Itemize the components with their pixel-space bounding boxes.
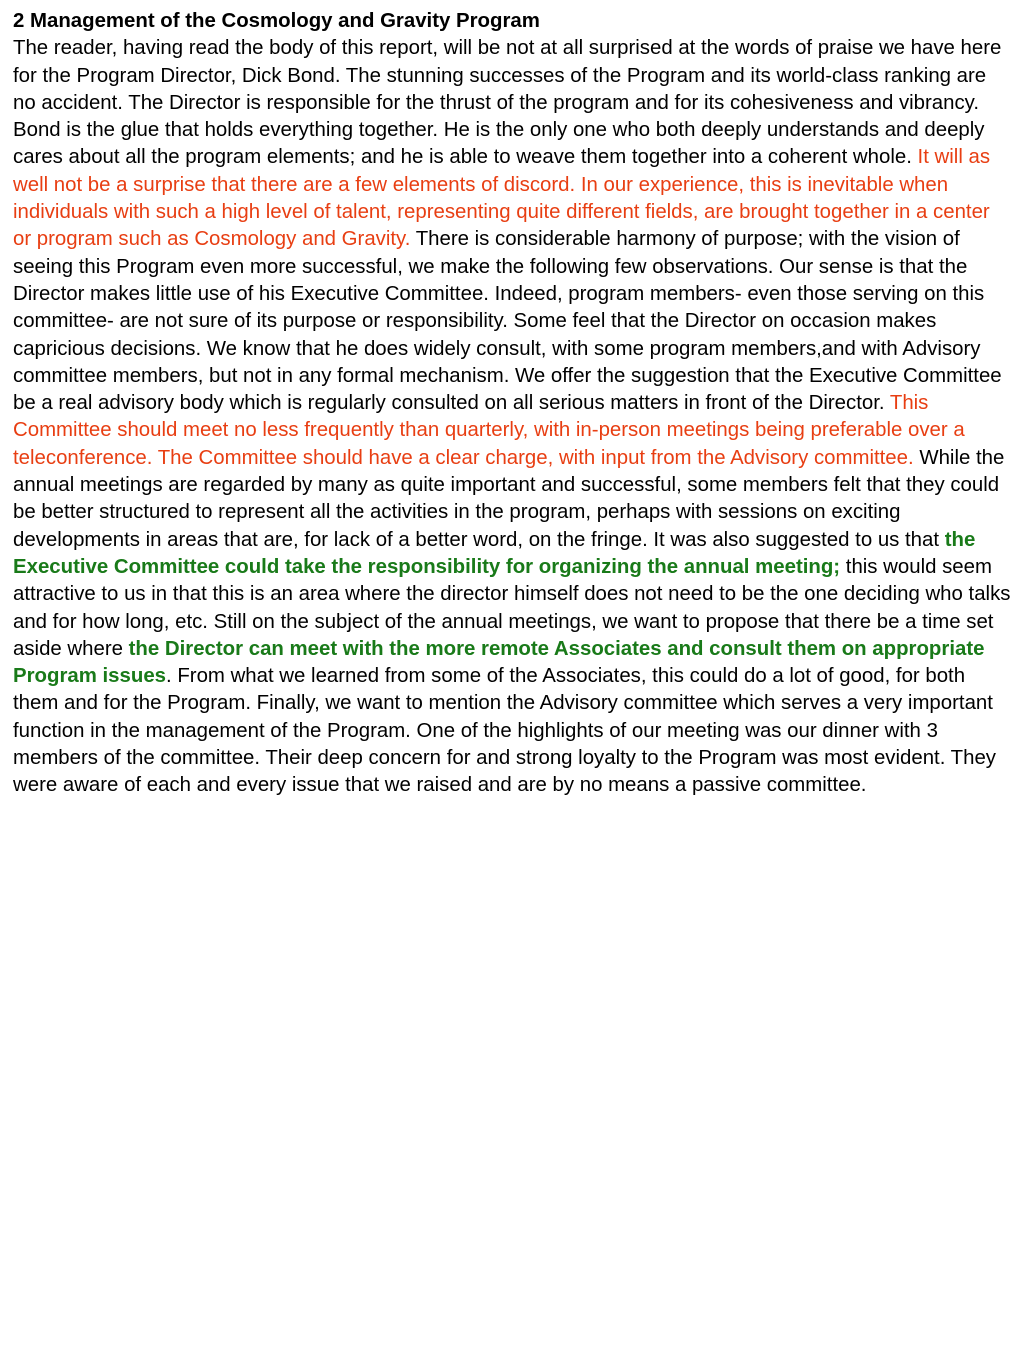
highlight-green-segment: the Executive Committee could take the responsibility for organizing the annual meeting;	[13, 528, 976, 578]
highlight-red-segment: This Committee should meet no less frequently than quarterly, with in-person meetings being preferable over a teleconference. The Committee should have a clear charge, with input from the Advisory committee.	[13, 392, 965, 469]
section-body	[13, 35, 1011, 799]
text-segment: The reader, having read the body of this report, will be not at all surprised at the words of praise we have here for the Program Director, Dick Bond. The stunning successes of the Program and its world-class ranking are no accident. The Director is responsible for the thrust of the program and for its cohesiveness and vibrancy. Bond is the glue that holds everything together. He is the only one who both deeply understands and deeply cares about all the program elements; and he is able to weave them together into a coherent whole.	[13, 37, 1002, 169]
text-segment: . From what we learned from some of the Associates, this could do a lot of good, for both them and for the Program. Finally, we want to mention the Advisory committee which serves a very important function in the management of the Program. One of the highlights of our meeting was our dinner with 3 members of the committee. Their deep concern for and strong loyalty to the Program was most evident. They were aware of each and every issue that we raised and are by no means a passive committee.	[13, 665, 996, 797]
document-page	[13, 8, 1011, 800]
text-segment: this would seem attractive to us in that this is an area where the director himself does not need to be the one deciding who talks and for how long, etc. Still on the subject of the annual meetings, we want to propose that there be a time set aside where	[13, 555, 1011, 660]
text-segment: While the annual meetings are regarded by many as quite important and successful, some members felt that they could be better structured to represent all the activities in the program, perhaps with sessions on exciting developments in areas that are, for lack of a better word, on the fringe. It was also suggested to us that	[13, 446, 1005, 551]
section-heading: 2 Management of the Cosmology and Gravity Program	[13, 10, 540, 32]
highlight-red-segment: It will as well not be a surprise that there are a few elements of discord. In our experience, this is inevitable when individuals with such a high level of talent, representing quite different fields, are brought together in a center or program such as Cosmology and Gravity.	[13, 146, 991, 251]
highlight-green-segment: the Director can meet with the more remote Associates and consult them on appropriate Program issues	[13, 637, 985, 688]
text-segment: There is considerable harmony of purpose; with the vision of seeing this Program even more successful, we make the following few observations. Our sense is that the Director makes little use of his Executive Committee. Indeed, program members- even those serving on this committee- are not sure of its purpose or responsibility. Some feel that the Director on occasion makes capricious decisions. We know that he does widely consult, with some program members,and with Advisory committee members, but not in any formal mechanism. We offer the suggestion that the Executive Committee be a real advisory body which is regularly consulted on all serious matters in front of the Director.	[13, 228, 1002, 415]
